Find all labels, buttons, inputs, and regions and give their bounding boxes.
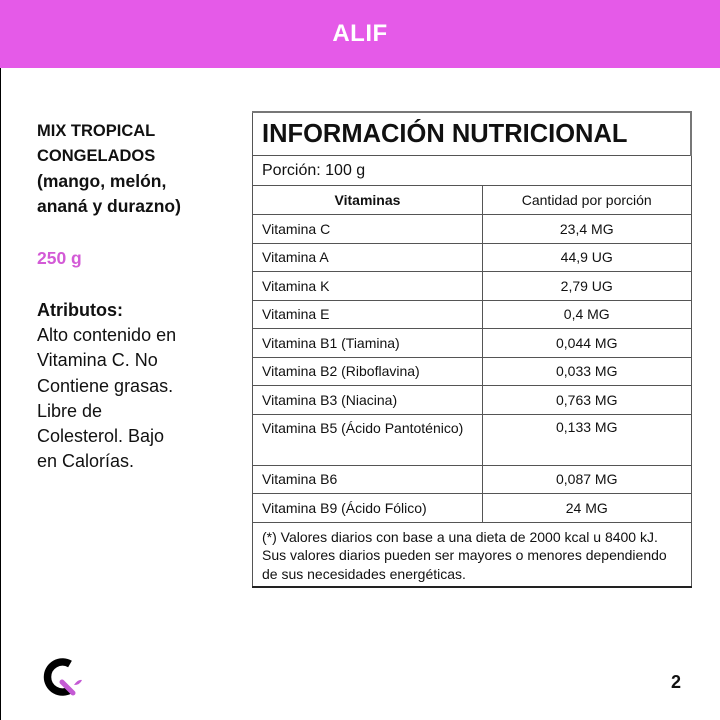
vitamin-name: Vitamina B2 (Riboflavina) bbox=[253, 357, 483, 386]
portion-row bbox=[253, 156, 692, 186]
vitamin-name: Vitamina B9 (Ácido Fólico) bbox=[253, 494, 483, 523]
attributes-line: Alto contenido en bbox=[37, 325, 177, 345]
portion-size: Porción: 100 g bbox=[253, 156, 692, 186]
brand-logo-icon bbox=[40, 655, 84, 699]
attributes-line: Vitamina C. No bbox=[37, 350, 158, 371]
nutrition-table bbox=[252, 111, 692, 588]
vitamin-name: Vitamina B6 bbox=[253, 465, 483, 494]
attributes-line: Colesterol. Bajo bbox=[37, 426, 165, 447]
table-title-row bbox=[253, 112, 692, 156]
header-bar bbox=[0, 0, 720, 68]
brand-title: ALIF bbox=[332, 20, 388, 47]
column-header-row bbox=[253, 186, 692, 215]
attributes-line: Libre de bbox=[37, 400, 103, 421]
page-number: 2 bbox=[671, 672, 682, 692]
product-name-line: MIX TROPICAL bbox=[37, 122, 156, 140]
vitamin-name: Vitamina C bbox=[253, 215, 483, 244]
attributes-text bbox=[37, 323, 242, 475]
vitamin-value: 24 MG bbox=[483, 494, 692, 523]
table-row bbox=[253, 465, 692, 494]
table-row bbox=[253, 300, 692, 329]
vitamin-value: 2,79 UG bbox=[483, 272, 692, 301]
table-row bbox=[253, 215, 692, 244]
product-name-line: (mango, melón, bbox=[37, 171, 167, 191]
vitamin-name: Vitamina A bbox=[253, 243, 483, 272]
table-row bbox=[253, 414, 692, 465]
product-name bbox=[37, 119, 242, 219]
vitamin-name: Vitamina B3 (Niacina) bbox=[253, 386, 483, 415]
vitamin-name: Vitamina B1 (Tiamina) bbox=[253, 329, 483, 358]
vitamin-value: 0,4 MG bbox=[483, 300, 692, 329]
table-row bbox=[253, 329, 692, 358]
attributes-title: Atributos: bbox=[37, 300, 123, 320]
footnote-row bbox=[253, 522, 692, 587]
footnote: (*) Valores diarios con base a una dieta de 2000 kcal u 8400 kJ. Sus valores diarios pueden ser mayores o menores dependiendo de sus necesidades energéticas. bbox=[253, 522, 692, 587]
column-header-quantity: Cantidad por porción bbox=[483, 186, 692, 215]
vitamin-value: 0,133 MG bbox=[483, 414, 692, 465]
product-info bbox=[37, 119, 242, 475]
vitamin-name: Vitamina K bbox=[253, 272, 483, 301]
vitamin-value: 0,763 MG bbox=[483, 386, 692, 415]
vitamin-value: 23,4 MG bbox=[483, 215, 692, 244]
product-weight: 250 g bbox=[37, 248, 82, 268]
table-row bbox=[253, 243, 692, 272]
table-title: INFORMACIÓN NUTRICIONAL bbox=[253, 112, 692, 156]
column-header-vitamins: Vitaminas bbox=[253, 186, 483, 215]
attributes-line: Contiene grasas. bbox=[37, 375, 174, 396]
vitamin-name: Vitamina E bbox=[253, 300, 483, 329]
table-row bbox=[253, 272, 692, 301]
table-row bbox=[253, 494, 692, 523]
table-row bbox=[253, 357, 692, 386]
vitamin-value: 0,087 MG bbox=[483, 465, 692, 494]
vitamin-name: Vitamina B5 (Ácido Pantoténico) bbox=[253, 414, 483, 465]
vitamin-value: 0,044 MG bbox=[483, 329, 692, 358]
attributes-line: en Calorías. bbox=[37, 451, 135, 472]
product-name-line: ananá y durazno) bbox=[37, 196, 181, 216]
left-border-line bbox=[0, 68, 1, 720]
table-row bbox=[253, 386, 692, 415]
vitamin-value: 44,9 UG bbox=[483, 243, 692, 272]
vitamin-value: 0,033 MG bbox=[483, 357, 692, 386]
product-name-line: CONGELADOS bbox=[37, 147, 156, 165]
